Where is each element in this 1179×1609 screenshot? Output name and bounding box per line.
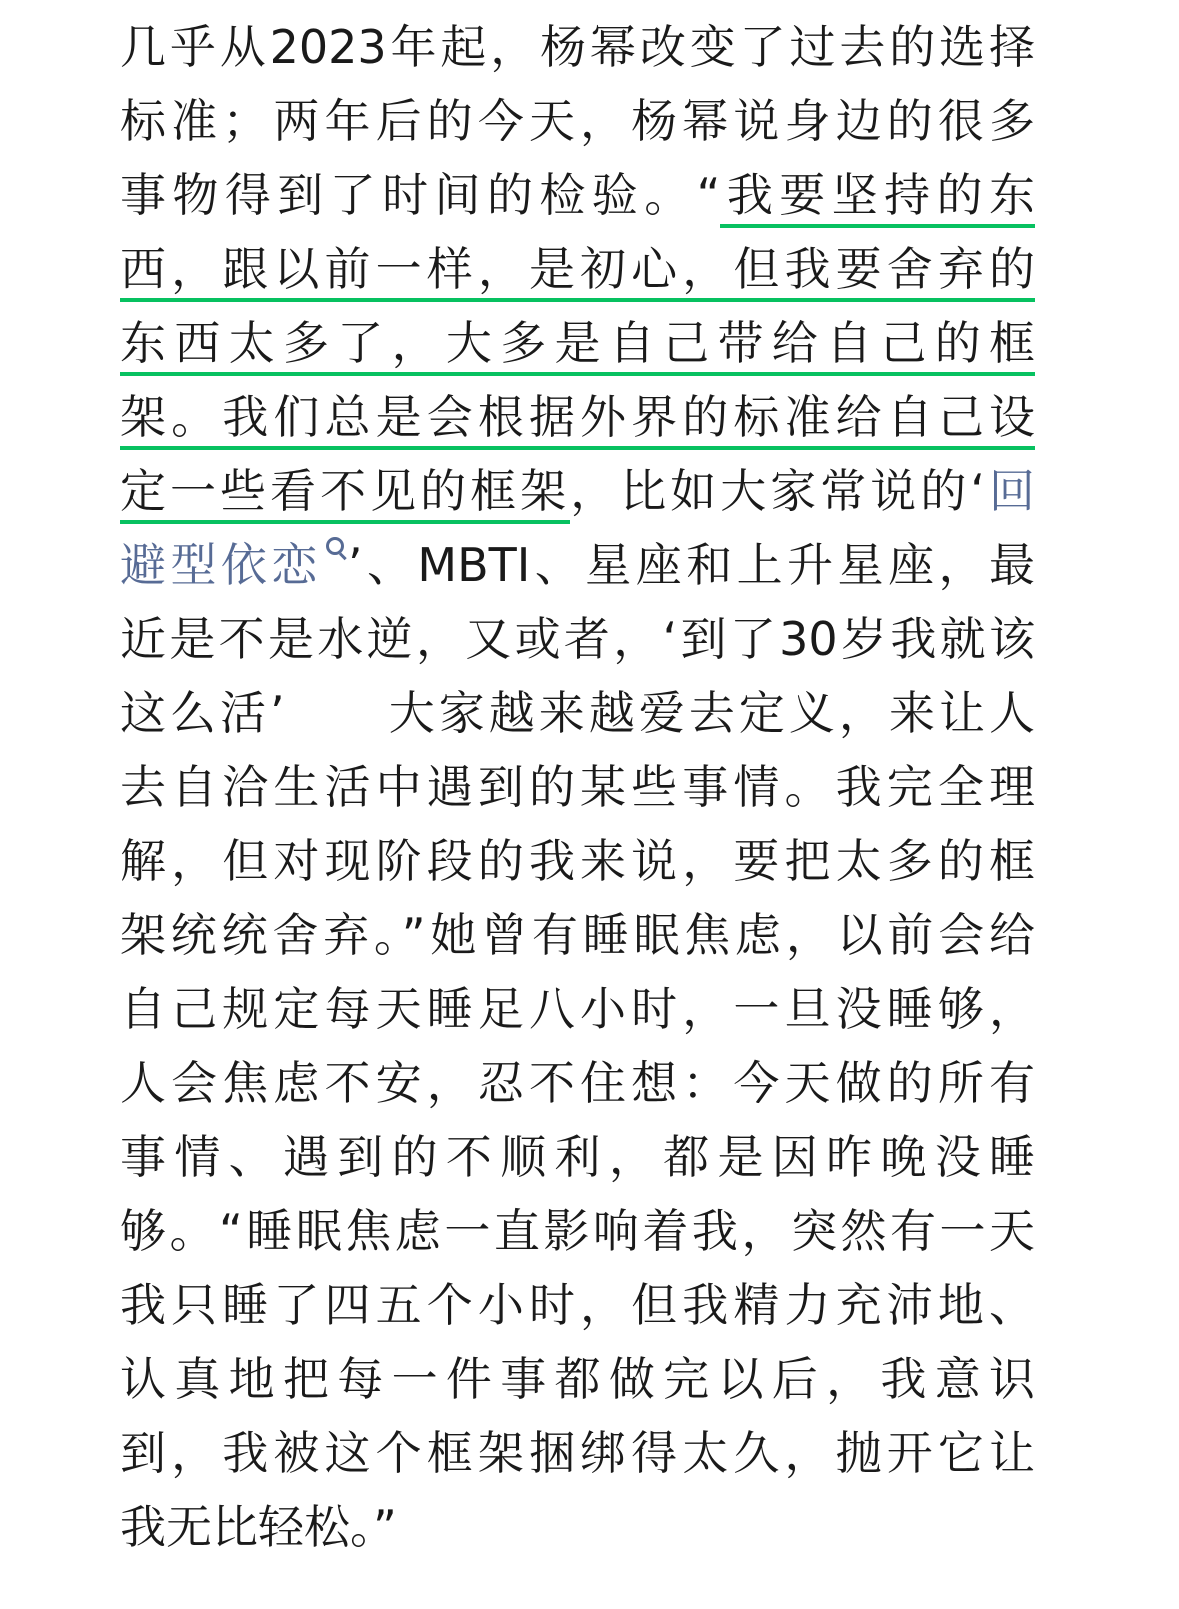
line-text: 事物得到了时间的检验。“ <box>120 168 721 222</box>
paragraph-line <box>120 1120 1035 1194</box>
line-text: 自己规定每天睡足八小时，一旦没睡够， <box>120 982 1035 1036</box>
line-text: ’、MBTI、星座和上升星座，最 <box>347 538 1035 592</box>
paragraph-line <box>120 1490 1035 1564</box>
paragraph-line <box>120 1194 1035 1268</box>
paragraph-line <box>120 1416 1035 1490</box>
highlighted-quote: 西，跟以前一样，是初心，但我要舍弃的 <box>120 242 1035 302</box>
line-text: 几乎从2023年起，杨幂改变了过去的选择 <box>120 20 1035 74</box>
line-text: 这么活’ 大家越来越爱去定义，来让人 <box>120 686 1035 740</box>
paragraph-line <box>120 676 1035 750</box>
paragraph-line <box>120 380 1035 454</box>
paragraph-line <box>120 602 1035 676</box>
paragraph-line <box>120 10 1035 84</box>
line-text: 认真地把每一件事都做完以后，我意识 <box>120 1352 1035 1406</box>
line-text: 解，但对现阶段的我来说，要把太多的框 <box>120 834 1035 888</box>
line-text: 去自洽生活中遇到的某些事情。我完全理 <box>120 760 1035 814</box>
paragraph-line <box>120 898 1035 972</box>
line-text: 架统统舍弃。”她曾有睡眠焦虑，以前会给 <box>120 908 1035 962</box>
paragraph-line <box>120 972 1035 1046</box>
paragraph-line <box>120 1046 1035 1120</box>
line-text: 我无比轻松。” <box>120 1500 397 1554</box>
line-text: 近是不是水逆，又或者，‘到了30岁我就该 <box>120 612 1035 666</box>
paragraph-line <box>120 750 1035 824</box>
line-text: 到，我被这个框架捆绑得太久，抛开它让 <box>120 1426 1035 1480</box>
highlighted-quote: 我要坚持的东 <box>720 168 1035 228</box>
search-link-avoidant-attachment[interactable]: 避型依恋 <box>120 538 322 592</box>
highlighted-quote: 东西太多了，大多是自己带给自己的框 <box>120 316 1035 376</box>
highlighted-quote: 定一些看不见的框架 <box>120 464 570 524</box>
paragraph-line <box>120 824 1035 898</box>
highlighted-quote: 架。我们总是会根据外界的标准给自己设 <box>120 390 1035 450</box>
line-text: 够。“睡眠焦虑一直影响着我，突然有一天 <box>120 1204 1035 1258</box>
paragraph-line <box>120 232 1035 306</box>
line-text: 人会焦虑不安，忍不住想：今天做的所有 <box>120 1056 1035 1110</box>
line-text: ，比如大家常说的‘ <box>570 464 985 518</box>
line-text: 标准；两年后的今天，杨幂说身边的很多 <box>120 94 1035 148</box>
line-text: 我只睡了四五个小时，但我精力充沛地、 <box>120 1278 1035 1332</box>
search-link-avoidant-attachment[interactable]: 回 <box>984 464 1036 518</box>
line-text: 事情、遇到的不顺利，都是因昨晚没睡 <box>120 1130 1035 1184</box>
paragraph-line <box>120 1268 1035 1342</box>
search-icon[interactable] <box>326 537 348 559</box>
paragraph-line <box>120 1342 1035 1416</box>
paragraph-line <box>120 454 1035 528</box>
paragraph-line <box>120 306 1035 380</box>
paragraph-line <box>120 158 1035 232</box>
paragraph-line <box>120 84 1035 158</box>
paragraph-line <box>120 528 1035 602</box>
